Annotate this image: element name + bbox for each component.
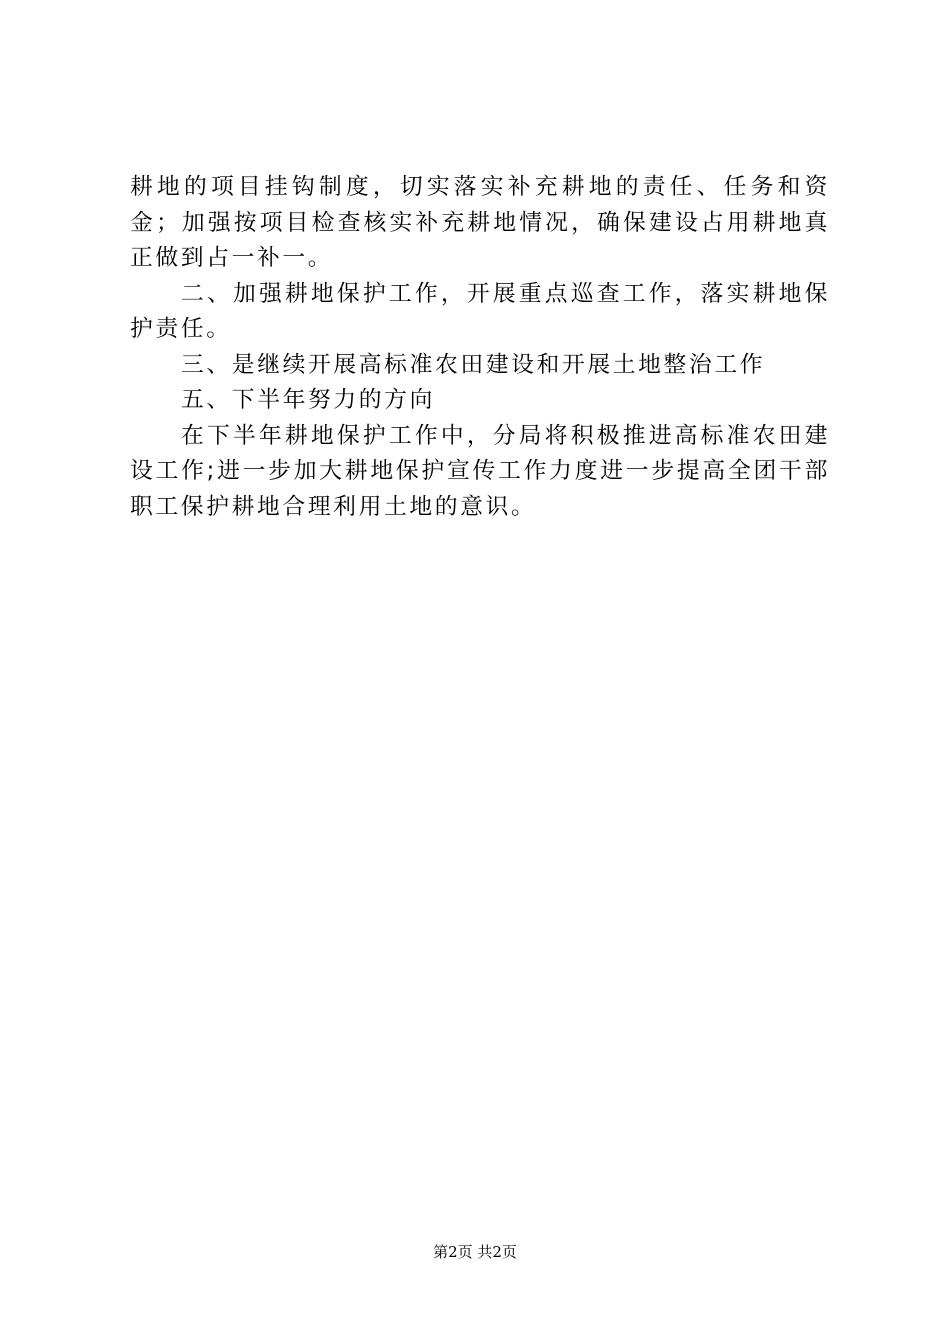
paragraph-section-three: 三、是继续开展高标准农田建设和开展土地整治工作 xyxy=(181,351,766,378)
paragraph-continuation: 耕地的项目挂钩制度，切实落实补充耕地的责任、任务和资金；加强按项目检查核实补充耕地情况，确保建设占用耕地真正做到占一补一。 xyxy=(130,174,830,271)
document-body xyxy=(130,170,830,525)
paragraph-section-five: 五、下半年努力的方向 xyxy=(181,387,435,413)
page-footer: 第2页 共2页 xyxy=(433,1243,517,1261)
paragraph-section-two: 二、加强耕地保护工作，开展重点巡查工作，落实耕地保护责任。 xyxy=(130,280,830,342)
paragraph-plan: 在下半年耕地保护工作中，分局将积极推进高标准农田建设工作;进一步加大耕地保护宣传工作力度进一步提高全团干部职工保护耕地合理利用土地的意识。 xyxy=(130,422,830,520)
